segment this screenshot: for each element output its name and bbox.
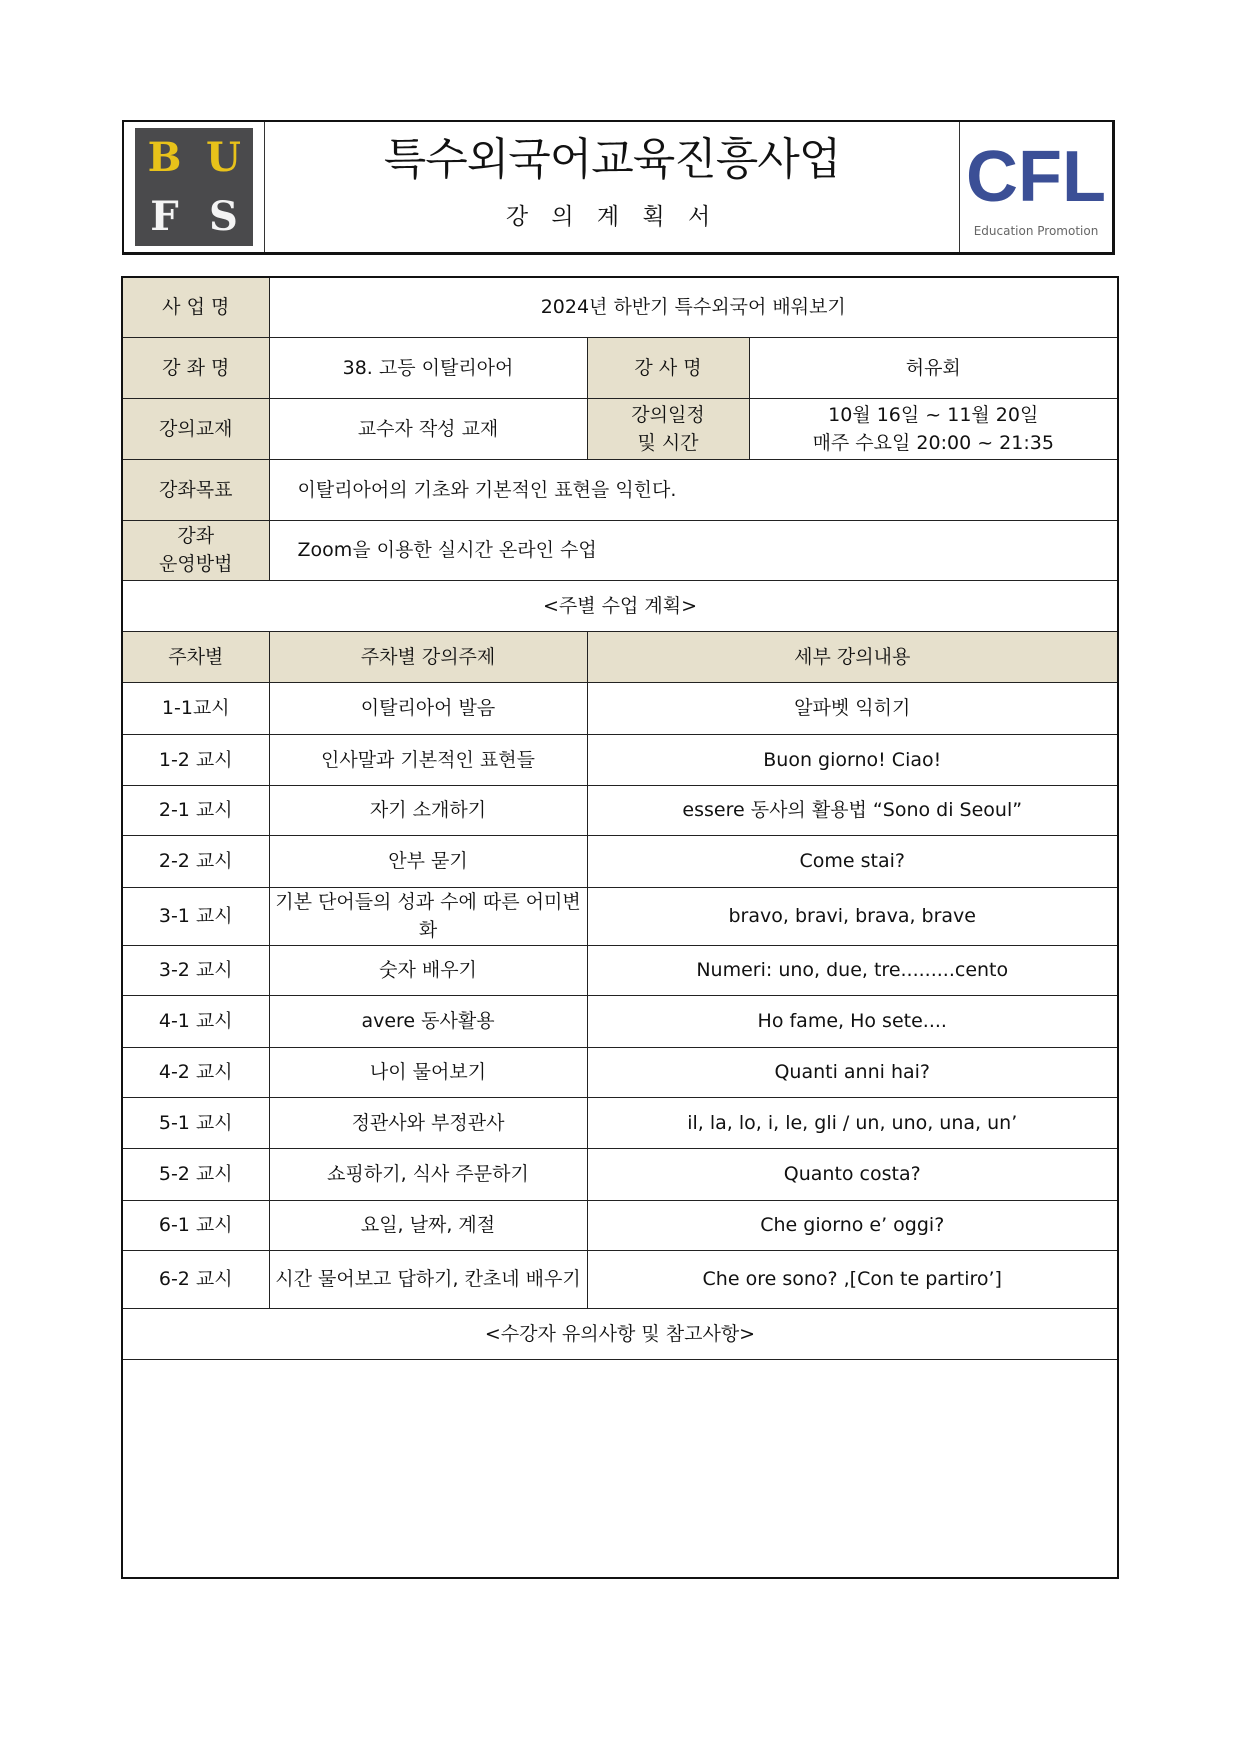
cfl-logo: CFL Education Promotion bbox=[959, 122, 1112, 252]
topic-cell: 나이 물어보기 bbox=[269, 1047, 587, 1097]
table-row bbox=[122, 1200, 1118, 1250]
project-label: 사 업 명 bbox=[122, 277, 269, 337]
detail-cell: Quanto costa? bbox=[587, 1148, 1118, 1200]
topic-cell: 정관사와 부정관사 bbox=[269, 1097, 587, 1148]
document-subtitle: 강 의 계 획 서 bbox=[505, 204, 719, 230]
detail-cell: Ho fame, Ho sete.... bbox=[587, 995, 1118, 1047]
document-header bbox=[122, 120, 1115, 255]
detail-cell: Come stai? bbox=[587, 835, 1118, 887]
method-value: Zoom을 이용한 실시간 온라인 수업 bbox=[269, 520, 1118, 580]
table-row bbox=[122, 887, 1118, 945]
instructor-value: 허유회 bbox=[749, 337, 1118, 398]
week-cell: 1-2 교시 bbox=[122, 734, 269, 785]
table-row bbox=[122, 835, 1118, 887]
week-cell: 5-1 교시 bbox=[122, 1097, 269, 1148]
topic-cell: 요일, 날짜, 계절 bbox=[269, 1200, 587, 1250]
topic-cell: 기본 단어들의 성과 수에 따른 어미변화 bbox=[269, 887, 587, 945]
column-header-detail: 세부 강의내용 bbox=[587, 631, 1118, 682]
textbook-value: 교수자 작성 교재 bbox=[269, 398, 587, 459]
week-cell: 4-2 교시 bbox=[122, 1047, 269, 1097]
table-row bbox=[122, 1148, 1118, 1200]
detail-cell: Che giorno e’ oggi? bbox=[587, 1200, 1118, 1250]
textbook-label: 강의교재 bbox=[122, 398, 269, 459]
course-label: 강 좌 명 bbox=[122, 337, 269, 398]
table-row bbox=[122, 995, 1118, 1047]
course-value: 38. 고등 이탈리아어 bbox=[269, 337, 587, 398]
column-header-week: 주차별 bbox=[122, 631, 269, 682]
topic-cell: 시간 물어보고 답하기, 칸초네 배우기 bbox=[269, 1250, 587, 1308]
detail-cell: Che ore sono? ,[Con te partiro’] bbox=[587, 1250, 1118, 1308]
detail-cell: Quanti anni hai? bbox=[587, 1047, 1118, 1097]
week-cell: 1-1교시 bbox=[122, 682, 269, 734]
method-label: 강좌 운영방법 bbox=[122, 520, 269, 580]
week-cell: 2-1 교시 bbox=[122, 785, 269, 835]
detail-cell: il, la, lo, i, le, gli / un, uno, una, un’ bbox=[587, 1097, 1118, 1148]
topic-cell: 인사말과 기본적인 표현들 bbox=[269, 734, 587, 785]
detail-cell: 알파벳 익히기 bbox=[587, 682, 1118, 734]
week-cell: 6-2 교시 bbox=[122, 1250, 269, 1308]
week-cell: 3-1 교시 bbox=[122, 887, 269, 945]
topic-cell: 이탈리아어 발음 bbox=[269, 682, 587, 734]
topic-cell: 안부 묻기 bbox=[269, 835, 587, 887]
topic-cell: 쇼핑하기, 식사 주문하기 bbox=[269, 1148, 587, 1200]
week-cell: 6-1 교시 bbox=[122, 1200, 269, 1250]
goal-value: 이탈리아어의 기초와 기본적인 표현을 익힌다. bbox=[269, 459, 1118, 520]
detail-cell: Buon giorno! Ciao! bbox=[587, 734, 1118, 785]
detail-cell: Numeri: uno, due, tre.........cento bbox=[587, 945, 1118, 995]
week-cell: 3-2 교시 bbox=[122, 945, 269, 995]
week-cell: 5-2 교시 bbox=[122, 1148, 269, 1200]
document-title: 특수외국어교육진흥사업 bbox=[383, 134, 841, 185]
schedule-value: 10월 16일 ~ 11월 20일 매주 수요일 20:00 ~ 21:35 bbox=[749, 398, 1118, 459]
table-row bbox=[122, 945, 1118, 995]
table-row bbox=[122, 785, 1118, 835]
week-cell: 4-1 교시 bbox=[122, 995, 269, 1047]
notes-title: <수강자 유의사항 및 참고사항> bbox=[122, 1308, 1118, 1359]
table-row bbox=[122, 1047, 1118, 1097]
topic-cell: 자기 소개하기 bbox=[269, 785, 587, 835]
bufs-logo: B U F S bbox=[124, 122, 265, 252]
topic-cell: 숫자 배우기 bbox=[269, 945, 587, 995]
detail-cell: essere 동사의 활용법 “Sono di Seoul” bbox=[587, 785, 1118, 835]
project-value: 2024년 하반기 특수외국어 배워보기 bbox=[269, 277, 1118, 337]
topic-cell: avere 동사활용 bbox=[269, 995, 587, 1047]
notes-content bbox=[122, 1359, 1118, 1578]
week-cell: 2-2 교시 bbox=[122, 835, 269, 887]
column-header-topic: 주차별 강의주제 bbox=[269, 631, 587, 682]
table-row bbox=[122, 1097, 1118, 1148]
instructor-label: 강 사 명 bbox=[587, 337, 749, 398]
table-row bbox=[122, 1250, 1118, 1308]
table-row bbox=[122, 734, 1118, 785]
table-row bbox=[122, 682, 1118, 734]
goal-label: 강좌목표 bbox=[122, 459, 269, 520]
weekly-plan-title: <주별 수업 계획> bbox=[122, 580, 1118, 631]
schedule-label: 강의일정 및 시간 bbox=[587, 398, 749, 459]
detail-cell: bravo, bravi, brava, brave bbox=[587, 887, 1118, 945]
lecture-plan-table bbox=[121, 276, 1119, 1579]
